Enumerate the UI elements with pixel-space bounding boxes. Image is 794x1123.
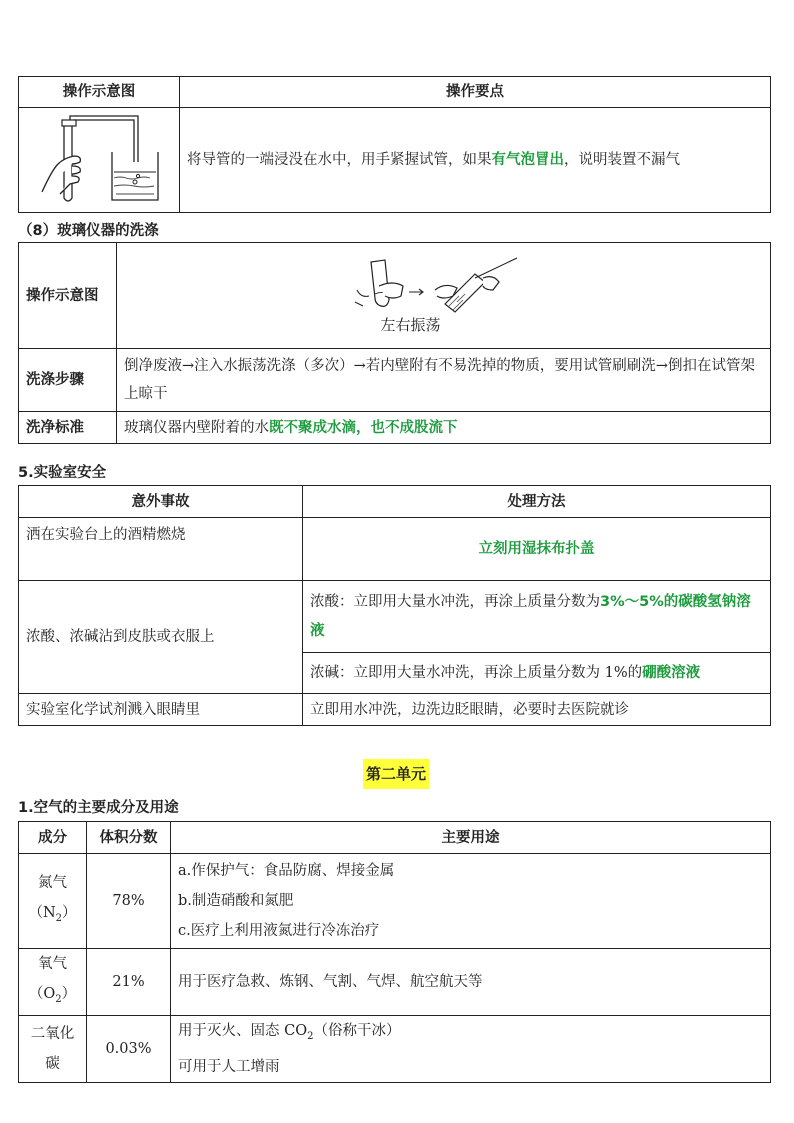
safety-base-highlight: 硼酸溶液 [642,665,701,681]
safety-row1-method: 立刻用湿抹布扑盖 [303,518,771,581]
nitrogen-name: 氮气 [38,875,67,892]
washing-standard-label: 洗净标准 [19,412,117,444]
washing-steps-text: 倒净废液→注入水振荡洗涤（多次）→若内壁附有不易洗掉的物质，要用试管刷刷洗→倒扣在试管架上晾干 [117,349,771,412]
oxygen-fraction: 21% [87,949,171,1016]
safety-row3-accident: 实验室化学试剂溅入眼睛里 [19,694,303,726]
airtight-text-before: 将导管的一端浸没在水中，用手紧握试管，如果 [187,152,492,168]
safety-header-method: 处理方法 [303,486,771,518]
safety-row2-acid [303,581,771,653]
airtight-check-illustration [34,112,164,208]
co2-name-cell [19,1015,87,1082]
oxygen-formula: $(O_2)$ [28,986,77,1005]
airtight-header-points: 操作要点 [180,77,771,108]
washing-table [18,242,771,444]
co2-fraction: 0.03% [87,1015,171,1082]
washing-diagram-caption: 左右振荡 [380,315,441,334]
nitrogen-fraction: 78% [87,854,171,949]
nitrogen-name-cell [19,854,87,949]
shaking-illustration [349,256,539,318]
washing-heading: （8）玻璃仪器的洗涤 [18,223,159,239]
airtight-header-diagram: 操作示意图 [19,77,180,108]
airtight-points-cell [180,108,771,213]
air-heading: 1.空气的主要成分及用途 [18,800,179,816]
nitrogen-uses [171,854,771,949]
co2-use-1: 用于灭火、固态 $CO_2$（俗称干冰） [178,1022,401,1042]
safety-heading: 5.实验室安全 [18,465,107,481]
safety-acid-highlight: 3%～5%的碳酸氢钠溶液 [310,593,751,639]
oxygen-name: 氧气 [38,956,67,972]
safety-row3-method: 立即用水冲洗，边洗边眨眼睛，必要时去医院就诊 [303,694,771,726]
airtight-diagram-cell [19,108,180,213]
airtight-table [18,76,771,213]
co2-name-line1: 二氧化 [30,1025,75,1042]
nitrogen-use-a: a.作保护气：食品防腐、焊接金属 [178,863,395,879]
oxygen-name-cell [19,949,87,1016]
co2-uses [171,1015,771,1082]
washing-diagram-label: 操作示意图 [19,243,117,349]
oxygen-use: 用于医疗急救、炼钢、气割、气焊、航空航天等 [171,949,771,1016]
nitrogen-use-c: c.医疗上利用液氮进行冷冻治疗 [178,923,380,939]
safety-row2-accident: 浓酸、浓碱沾到皮肤或衣服上 [19,581,303,694]
unit-title: 第二单元 [363,759,429,789]
safety-acid-text: 浓酸：立即用大量水冲洗，再涂上质量分数为 [310,593,600,610]
washing-steps-label: 洗涤步骤 [19,349,117,412]
nitrogen-formula: $(N_2)$ [28,905,77,924]
airtight-highlight: 有气泡冒出 [491,152,564,168]
safety-header-accident: 意外事故 [19,486,303,518]
air-header-component: 成分 [19,822,87,854]
safety-table [18,485,771,726]
washing-diagram-cell [117,243,771,349]
washing-standard-cell [117,412,771,444]
safety-row2-base [303,653,771,694]
air-header-fraction: 体积分数 [87,822,171,854]
co2-name-line2: 碳 [45,1055,60,1072]
safety-base-text: 浓碱：立即用大量水冲洗，再涂上质量分数为 1%的 [310,665,643,681]
nitrogen-use-b: b.制造硝酸和氮肥 [178,893,294,909]
washing-standard-highlight: 既不聚成水滴，也不成股流下 [269,419,458,436]
airtight-text-after: ，说明装置不漏气 [564,152,680,168]
air-table [18,821,771,1083]
air-header-uses: 主要用途 [171,822,771,854]
co2-use-2: 可用于人工增雨 [178,1058,280,1075]
washing-standard-text: 玻璃仪器内壁附着的水 [124,419,269,436]
safety-row1-accident: 洒在实验台上的酒精燃烧 [19,518,303,581]
